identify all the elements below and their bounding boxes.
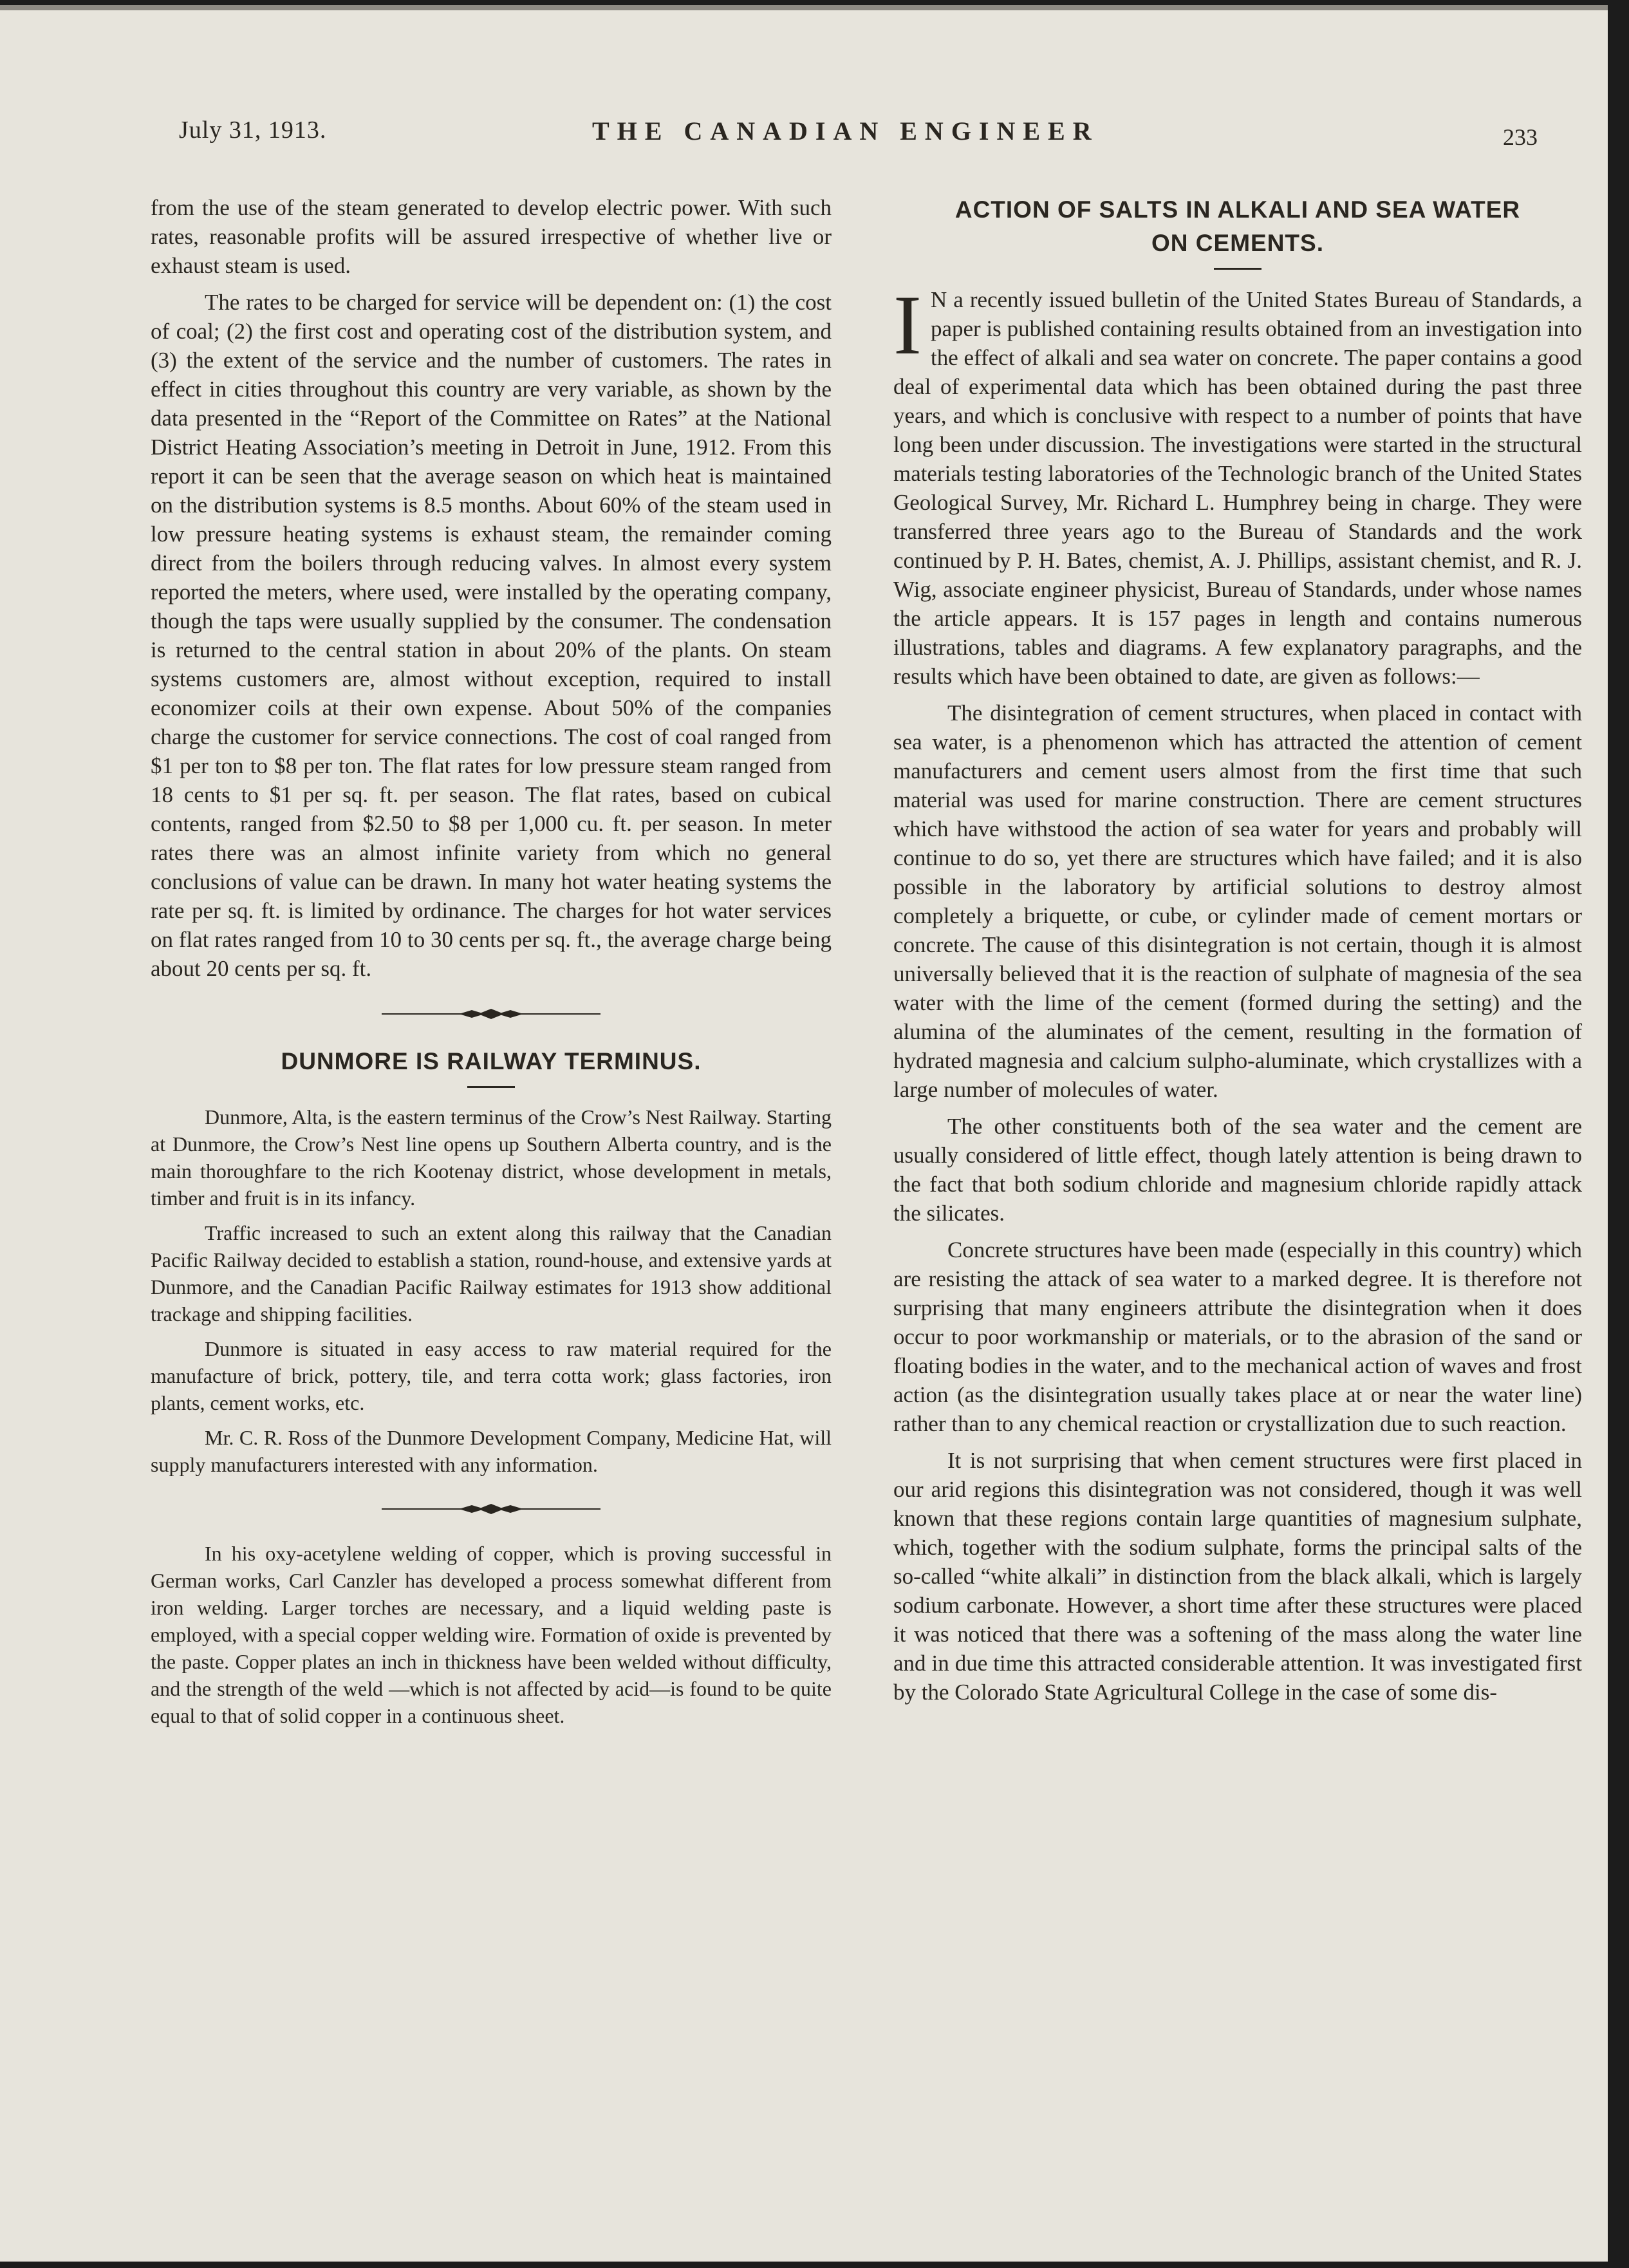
paragraph: The other constituents both of the sea water and the cement are usually considered of little effect, though lately attention is being drawn to the fact that both sodium chloride and magnesium chloride rapidly attack the silicates.	[893, 1114, 1582, 1226]
magazine-page	[0, 5, 1608, 2262]
page-top-edge	[0, 5, 1608, 10]
issue-date: July 31, 1913.	[179, 117, 327, 144]
paragraph: The disintegration of cement structures, when placed in contact with sea water, is a phenomenon which has attracted the attention of cement manufacturers and cement users almost from the first time that such material was used for marine construction. There are cement structures which have withstood the action of sea water for years and probably will continue to do so, yet there are structures which have failed; and it is also possible in the laboratory by artificial solutions to destroy almost completely a briquette, or cube, or cylinder made of cement mortars or concrete. The cause of this disintegration is not certain, though it is almost universally believed that it is the reaction of sulphate of magnesia of the sea water with the lime of the cement (formed during the setting) and the alumina of the aluminates of the cement, resulting in the formation of hydrated magnesia and calcium sulpho-aluminate, which crystallizes with a large number of molecules of water.	[893, 700, 1582, 1102]
left-column	[151, 193, 832, 1737]
paragraph: It is not surprising that when cement structures were first placed in our arid regions this disintegration was not considered, though it was well known that these regions contain large quantities of magnesium sulphate, which, together with the sodium sulphate, forms the principal salts of the so-called “white alkali” in distinction from the black alkali, which is largely sodium carbonate. However, a short time after these structures were placed it was noticed that there was a softening of the mass along the water line and in due time this attracted considerable attention. It was investigated first by the Colorado State Agricultural College in the case of some dis-	[893, 1448, 1582, 1705]
journal-title: THE CANADIAN ENGINEER	[592, 117, 1099, 145]
article-heading: DUNMORE IS RAILWAY TERMINUS.	[281, 1048, 702, 1074]
ornament-divider	[382, 1503, 600, 1515]
paragraph: from the use of the steam generated to develop electric power. With such rates, reasonable profits will be assured irrespective of whether live or exhaust steam is used.	[151, 195, 832, 278]
heading-rule	[1214, 268, 1261, 270]
heading-line: ACTION OF SALTS IN ALKALI AND SEA WATER	[954, 196, 1521, 223]
page-number: 233	[1503, 124, 1538, 150]
paragraph	[893, 277, 1582, 691]
paragraph: Mr. C. R. Ross of the Dunmore Development Company, Medicine Hat, will supply manufacturers interested with any information.	[151, 1426, 832, 1476]
paragraph: Dunmore is situated in easy access to raw material required for the manufacture of brick, pottery, tile, and terra cotta work; glass factories, iron plants, cement works, etc.	[151, 1337, 832, 1414]
paragraph: Concrete structures have been made (especially in this country) which are resisting the attack of sea water to a marked degree. It is therefore not surprising that many engineers attribute the disintegration when it does occur to poor workmanship or materials, or to the abrasion of the sand or floating bodies in the water, and to the mechanical action of waves and frost action (as the disintegration usually takes place at or near the water line) rather than to any chemical reaction or crystallization due to such reaction.	[893, 1237, 1582, 1436]
right-column	[893, 193, 1582, 1714]
heading-rule	[467, 1086, 515, 1088]
paragraph: Traffic increased to such an extent along this railway that the Canadian Pacific Railway decided to establish a station, round-house, and extensive yards at Dunmore, and the Canadian Pacific Railway estimates for 1913 show additional trackage and shipping facilities.	[151, 1221, 832, 1326]
paragraph: The rates to be charged for service will be dependent on: (1) the cost of coal; (2) the first cost and operating cost of the distribution system, and (3) the extent of the service and the number of customers. The rates in effect in cities throughout this country are very variable, as shown by the data presented in the “Report of the Committee on Rates” at the National District Heating Association’s meeting in Detroit in June, 1912. From this report it can be seen that the average season on which heat is maintained on the distribution systems is 8.5 months. About 60% of the steam used in low pressure heating systems is exhaust steam, the remainder coming direct from the boilers through reducing valves. In almost every system reported the meters, where used, were installed by the operating company, though the taps were usually supplied by the consumer. The condensation is returned to the central station in about 20% of the plants. On steam systems customers are, almost without exception, required to install economizer coils at their own expense. About 50% of the companies charge the customer for service connections. The cost of coal ranged from $1 per ton to $8 per ton. The flat rates for low pressure steam ranged from 18 cents to $1 per sq. ft. per season. The flat rates, based on cubical contents, ranged from $2.50 to $8 per 1,000 cu. ft. per season. In meter rates there was an almost infinite variety from which no general conclusions of value can be drawn. In many hot water heating systems the rate per sq. ft. is limited by ordinance. The charges for hot water services on flat rates ranged from 10 to 30 cents per sq. ft., the average charge being about 20 cents per sq. ft.	[151, 290, 832, 981]
article-district-heating-continued	[151, 193, 832, 983]
paragraph-text: N a recently issued bulletin of the United States Bureau of Standards, a paper is published containing results obtained from an investigation into the effect of alkali and sea water on concrete. The paper contains a good deal of experimental data which has been obtained during the past three years, and which is conclusive with respect to a number of points that have long been under discussion. The investigations were started in the structural materials testing laboratories of the Technologic branch of the United States Geological Survey, Mr. Richard L. Humphrey being in charge. They were transferred three years ago to the Bureau of Standards and the work continued by P. H. Bates, chemist, A. J. Phillips, assistant chemist, and R. J. Wig, associate engineer physicist, Bureau of Standards, under whose names the article appears. It is 157 pages in length and contains numerous illustrations, tables and diagrams. A few explanatory paragraphs, and the results which have been obtained to date, are given as follows:—	[893, 287, 1582, 689]
article-heading	[893, 193, 1582, 260]
paragraph: Dunmore, Alta, is the eastern terminus of the Crow’s Nest Railway. Starting at Dunmore, the Crow’s Nest line opens up Southern Alberta country, and is the main thoroughfare to the rich Kootenay district, whose development in metals, timber and fruit is in its infancy.	[151, 1105, 832, 1210]
ornament-divider	[382, 1007, 600, 1020]
article-dunmore	[151, 1045, 832, 1478]
drop-cap: I	[893, 277, 922, 372]
heading-line: ON CEMENTS.	[1151, 230, 1324, 256]
paragraph: In his oxy-acetylene welding of copper, which is proving successful in German works, Carl Canzler has developed a process somewhat different from iron welding. Larger torches are necessary, and a liquid welding paste is employed, with a special copper welding wire. Formation of oxide is prevented by the paste. Copper plates an inch in thickness have been welded without difficulty, and the strength of the weld —which is not affected by acid—is found to be quite equal to that of solid copper in a continuous sheet.	[151, 1542, 832, 1727]
article-copper-welding	[151, 1540, 832, 1729]
